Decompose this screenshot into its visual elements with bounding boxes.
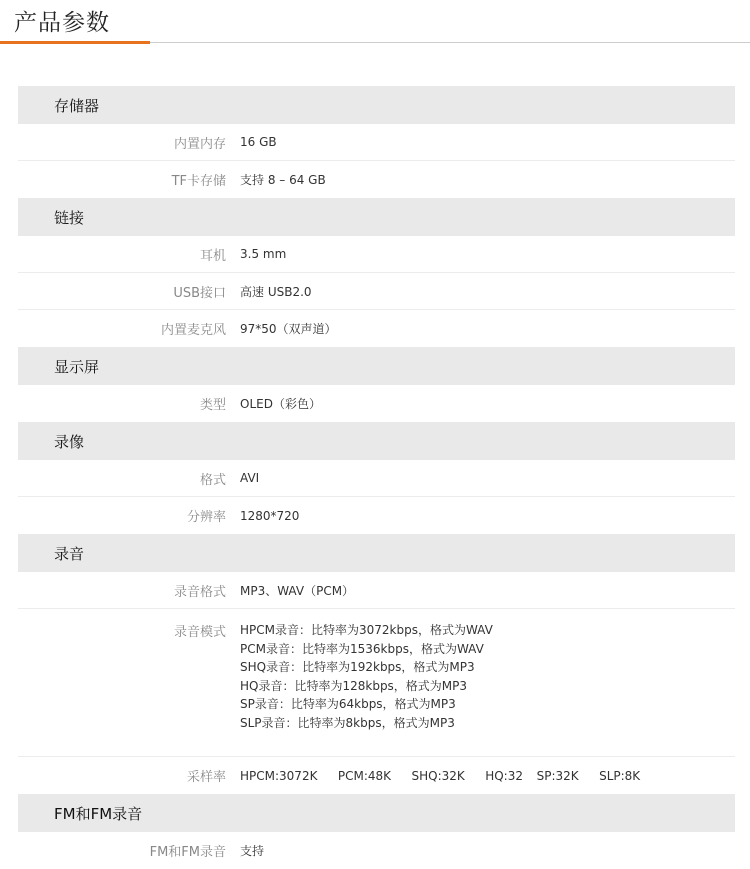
spec-row-audio-format bbox=[18, 572, 735, 609]
header-accent-bar bbox=[0, 41, 150, 44]
spec-value: 1280*720 bbox=[240, 508, 300, 523]
spec-row-headphone bbox=[18, 236, 735, 273]
mode-line-hpcm: HPCM录音：比特率为3072kbps，格式为WAV bbox=[240, 623, 493, 637]
spec-value: OLED（彩色） bbox=[240, 397, 321, 411]
spec-value: 97*50（双声道） bbox=[240, 322, 337, 336]
spec-label: 录音模式 bbox=[173, 625, 226, 640]
spec-label: 内置麦克风 bbox=[160, 323, 226, 338]
spec-value: AVI bbox=[240, 471, 260, 485]
spec-value: MP3、WAV（PCM） bbox=[240, 583, 355, 598]
page-header bbox=[0, 0, 750, 44]
spec-value: HPCM:3072K PCM:48K SHQ:32K HQ:32 SP:32K SLP:8K bbox=[240, 768, 641, 783]
section-header-audio: 录音 bbox=[18, 534, 735, 572]
mode-line-sp: SP录音：比特率为64kbps，格式为MP3 bbox=[240, 697, 456, 711]
spec-label: 分辨率 bbox=[186, 510, 226, 525]
spec-row-fm bbox=[18, 832, 735, 869]
section-header-storage: 存储器 bbox=[18, 86, 735, 124]
mode-line-shq: SHQ录音：比特率为192kbps，格式为MP3 bbox=[240, 660, 475, 674]
spec-label: 采样率 bbox=[186, 770, 226, 785]
page-title: 产品参数 bbox=[14, 10, 110, 36]
spec-row-tf-card bbox=[18, 161, 735, 198]
spec-label: 格式 bbox=[199, 472, 226, 488]
spec-label: 耳机 bbox=[199, 248, 226, 264]
spec-value: 3.5 mm bbox=[240, 247, 287, 261]
section-header-video: 录像 bbox=[18, 422, 735, 460]
spec-value: 16 GB bbox=[240, 135, 277, 149]
spec-label: 录音格式 bbox=[173, 584, 226, 600]
spec-label: TF卡存储 bbox=[171, 174, 226, 189]
spec-label: USB接口 bbox=[173, 285, 226, 301]
section-header-display: 显示屏 bbox=[18, 347, 735, 385]
spec-row-audio-modes bbox=[18, 609, 735, 757]
spec-row-internal-memory bbox=[18, 124, 735, 161]
spec-row-sample-rate bbox=[18, 757, 735, 794]
spec-row-video-format bbox=[18, 460, 735, 497]
mode-line-hq: HQ录音：比特率为128kbps，格式为MP3 bbox=[240, 678, 468, 693]
spec-value: 支持 bbox=[240, 844, 265, 858]
spec-row-microphone bbox=[18, 310, 735, 347]
section-header-fm: FM和FM录音 bbox=[18, 794, 735, 832]
mode-line-pcm: PCM录音：比特率为1536kbps，格式为WAV bbox=[240, 641, 484, 656]
spec-value: 高速 USB2.0 bbox=[240, 284, 312, 299]
spec-row-display-type bbox=[18, 385, 735, 422]
spec-label: FM和FM录音 bbox=[149, 845, 226, 860]
spec-value: 支持 8 – 64 GB bbox=[240, 173, 326, 187]
spec-value-list bbox=[240, 621, 493, 732]
spec-row-resolution bbox=[18, 497, 735, 534]
spec-table bbox=[18, 86, 735, 869]
mode-line-slp: SLP录音：比特率为8kbps，格式为MP3 bbox=[240, 715, 455, 730]
spec-row-usb bbox=[18, 273, 735, 310]
spec-label: 内置内存 bbox=[173, 136, 226, 152]
section-header-connection: 链接 bbox=[18, 198, 735, 236]
spec-label: 类型 bbox=[199, 398, 226, 413]
